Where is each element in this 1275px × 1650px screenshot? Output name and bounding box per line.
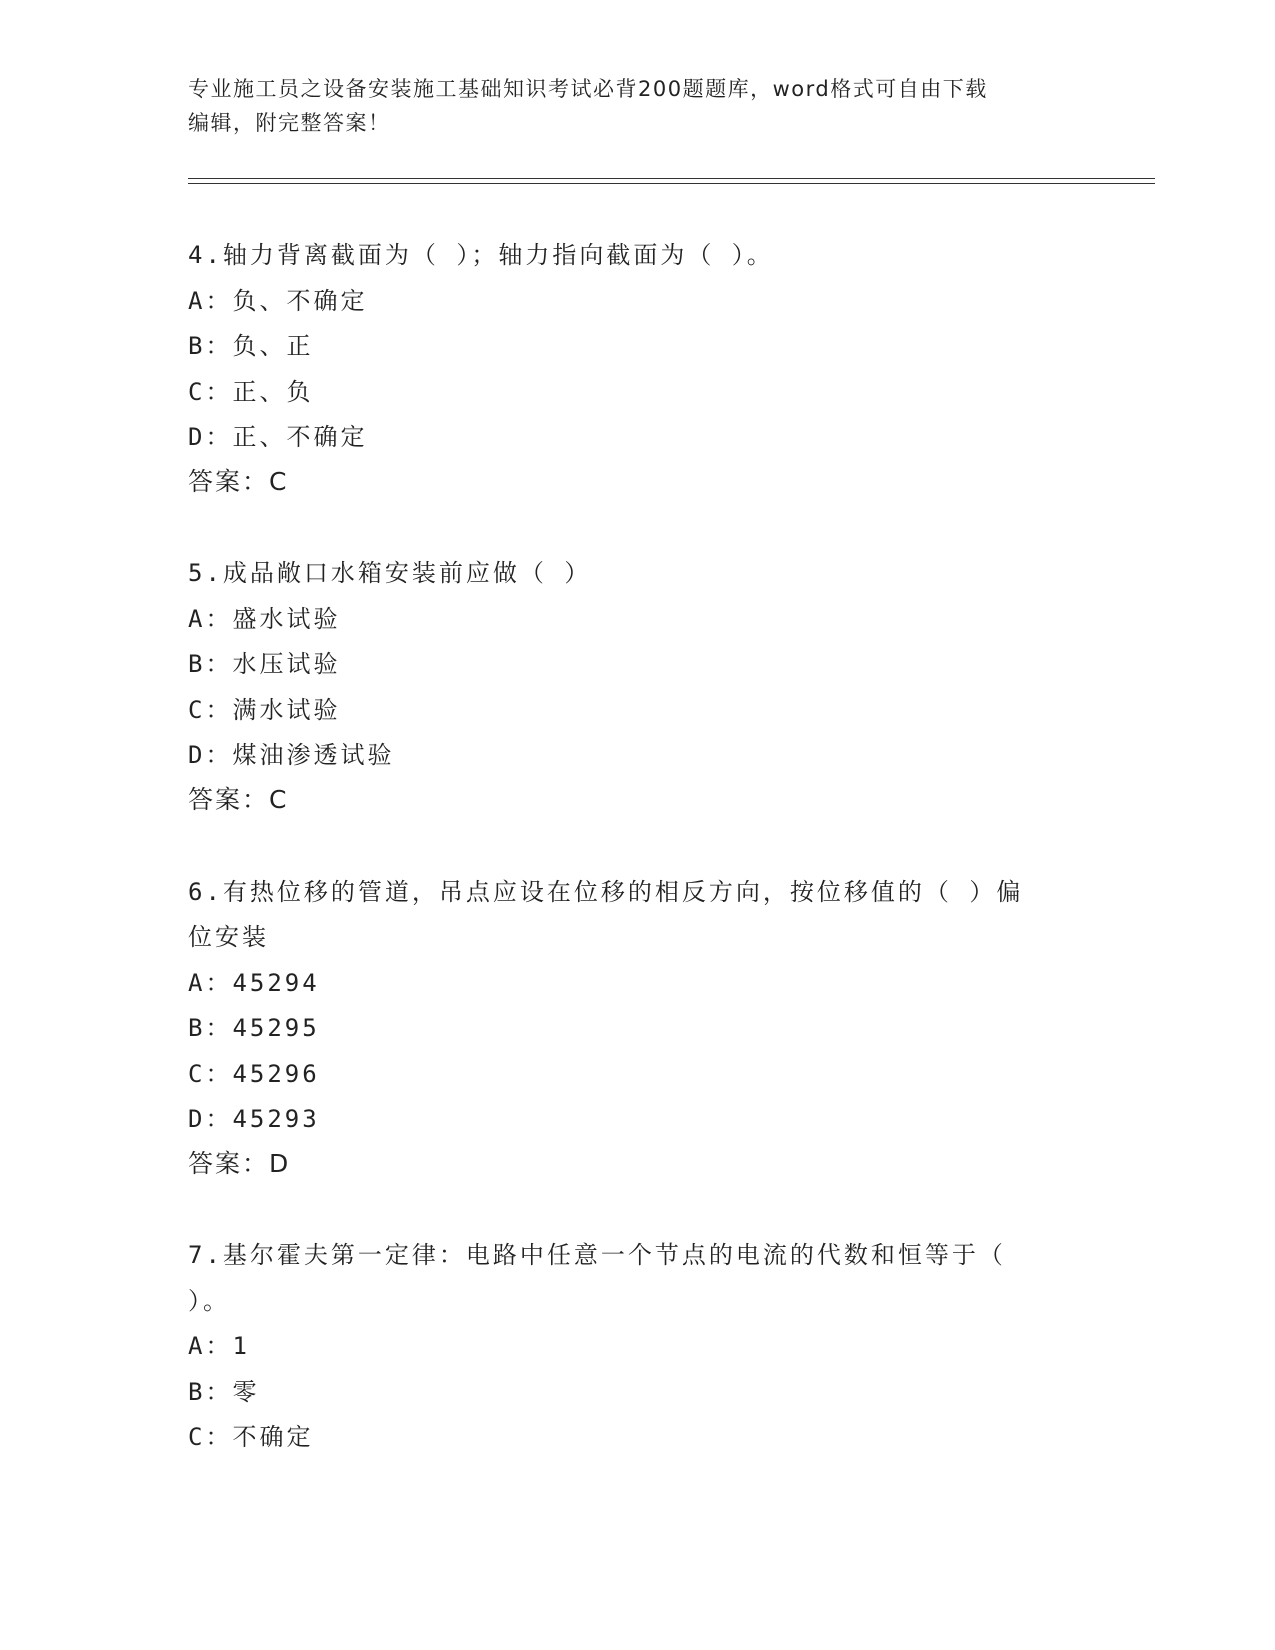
question-7-option-b: B：零 [188, 1378, 260, 1406]
question-4-option-c: C：正、负 [188, 378, 314, 406]
question-6-option-b: B：45295 [188, 1014, 320, 1042]
header-divider-bottom [188, 183, 1155, 184]
question-4-option-b: B：负、正 [188, 332, 314, 360]
question-7-option-c: C：不确定 [188, 1423, 314, 1451]
question-6-answer: 答案：D [188, 1149, 291, 1178]
question-5-answer: 答案：C [188, 785, 289, 814]
question-6-option-c: C：45296 [188, 1060, 320, 1088]
question-7-stem-line-1: 7.基尔霍夫第一定律：电路中任意一个节点的电流的代数和恒等于（ [188, 1241, 1006, 1269]
document-header [188, 72, 1088, 140]
question-4-stem: 4.轴力背离截面为（ ）；轴力指向截面为（ ）。 [188, 241, 774, 269]
question-7-stem-line-2: ）。 [188, 1287, 230, 1315]
header-line-1: 专业施工员之设备安装施工基础知识考试必背200题题库，word格式可自由下载 [188, 77, 988, 101]
question-4-option-d: D：正、不确定 [188, 423, 368, 451]
question-6-option-a: A：45294 [188, 969, 320, 997]
question-6-stem-line-1: 6.有热位移的管道，吊点应设在位移的相反方向，按位移值的（ ）偏 [188, 878, 1024, 906]
question-5-stem: 5.成品敞口水箱安装前应做（ ） [188, 559, 592, 587]
question-4-answer: 答案：C [188, 467, 289, 496]
header-divider-top [188, 178, 1155, 179]
question-5-option-a: A：盛水试验 [188, 605, 341, 633]
question-4-option-a: A：负、不确定 [188, 287, 368, 315]
question-5-option-d: D：煤油渗透试验 [188, 741, 395, 769]
question-5-option-c: C：满水试验 [188, 696, 341, 724]
question-5-option-b: B：水压试验 [188, 650, 341, 678]
question-6-stem-line-2: 位安装 [188, 923, 269, 951]
header-line-2: 编辑，附完整答案！ [188, 111, 391, 135]
question-6-option-d: D：45293 [188, 1105, 320, 1133]
question-7-option-a: A：1 [188, 1332, 250, 1360]
